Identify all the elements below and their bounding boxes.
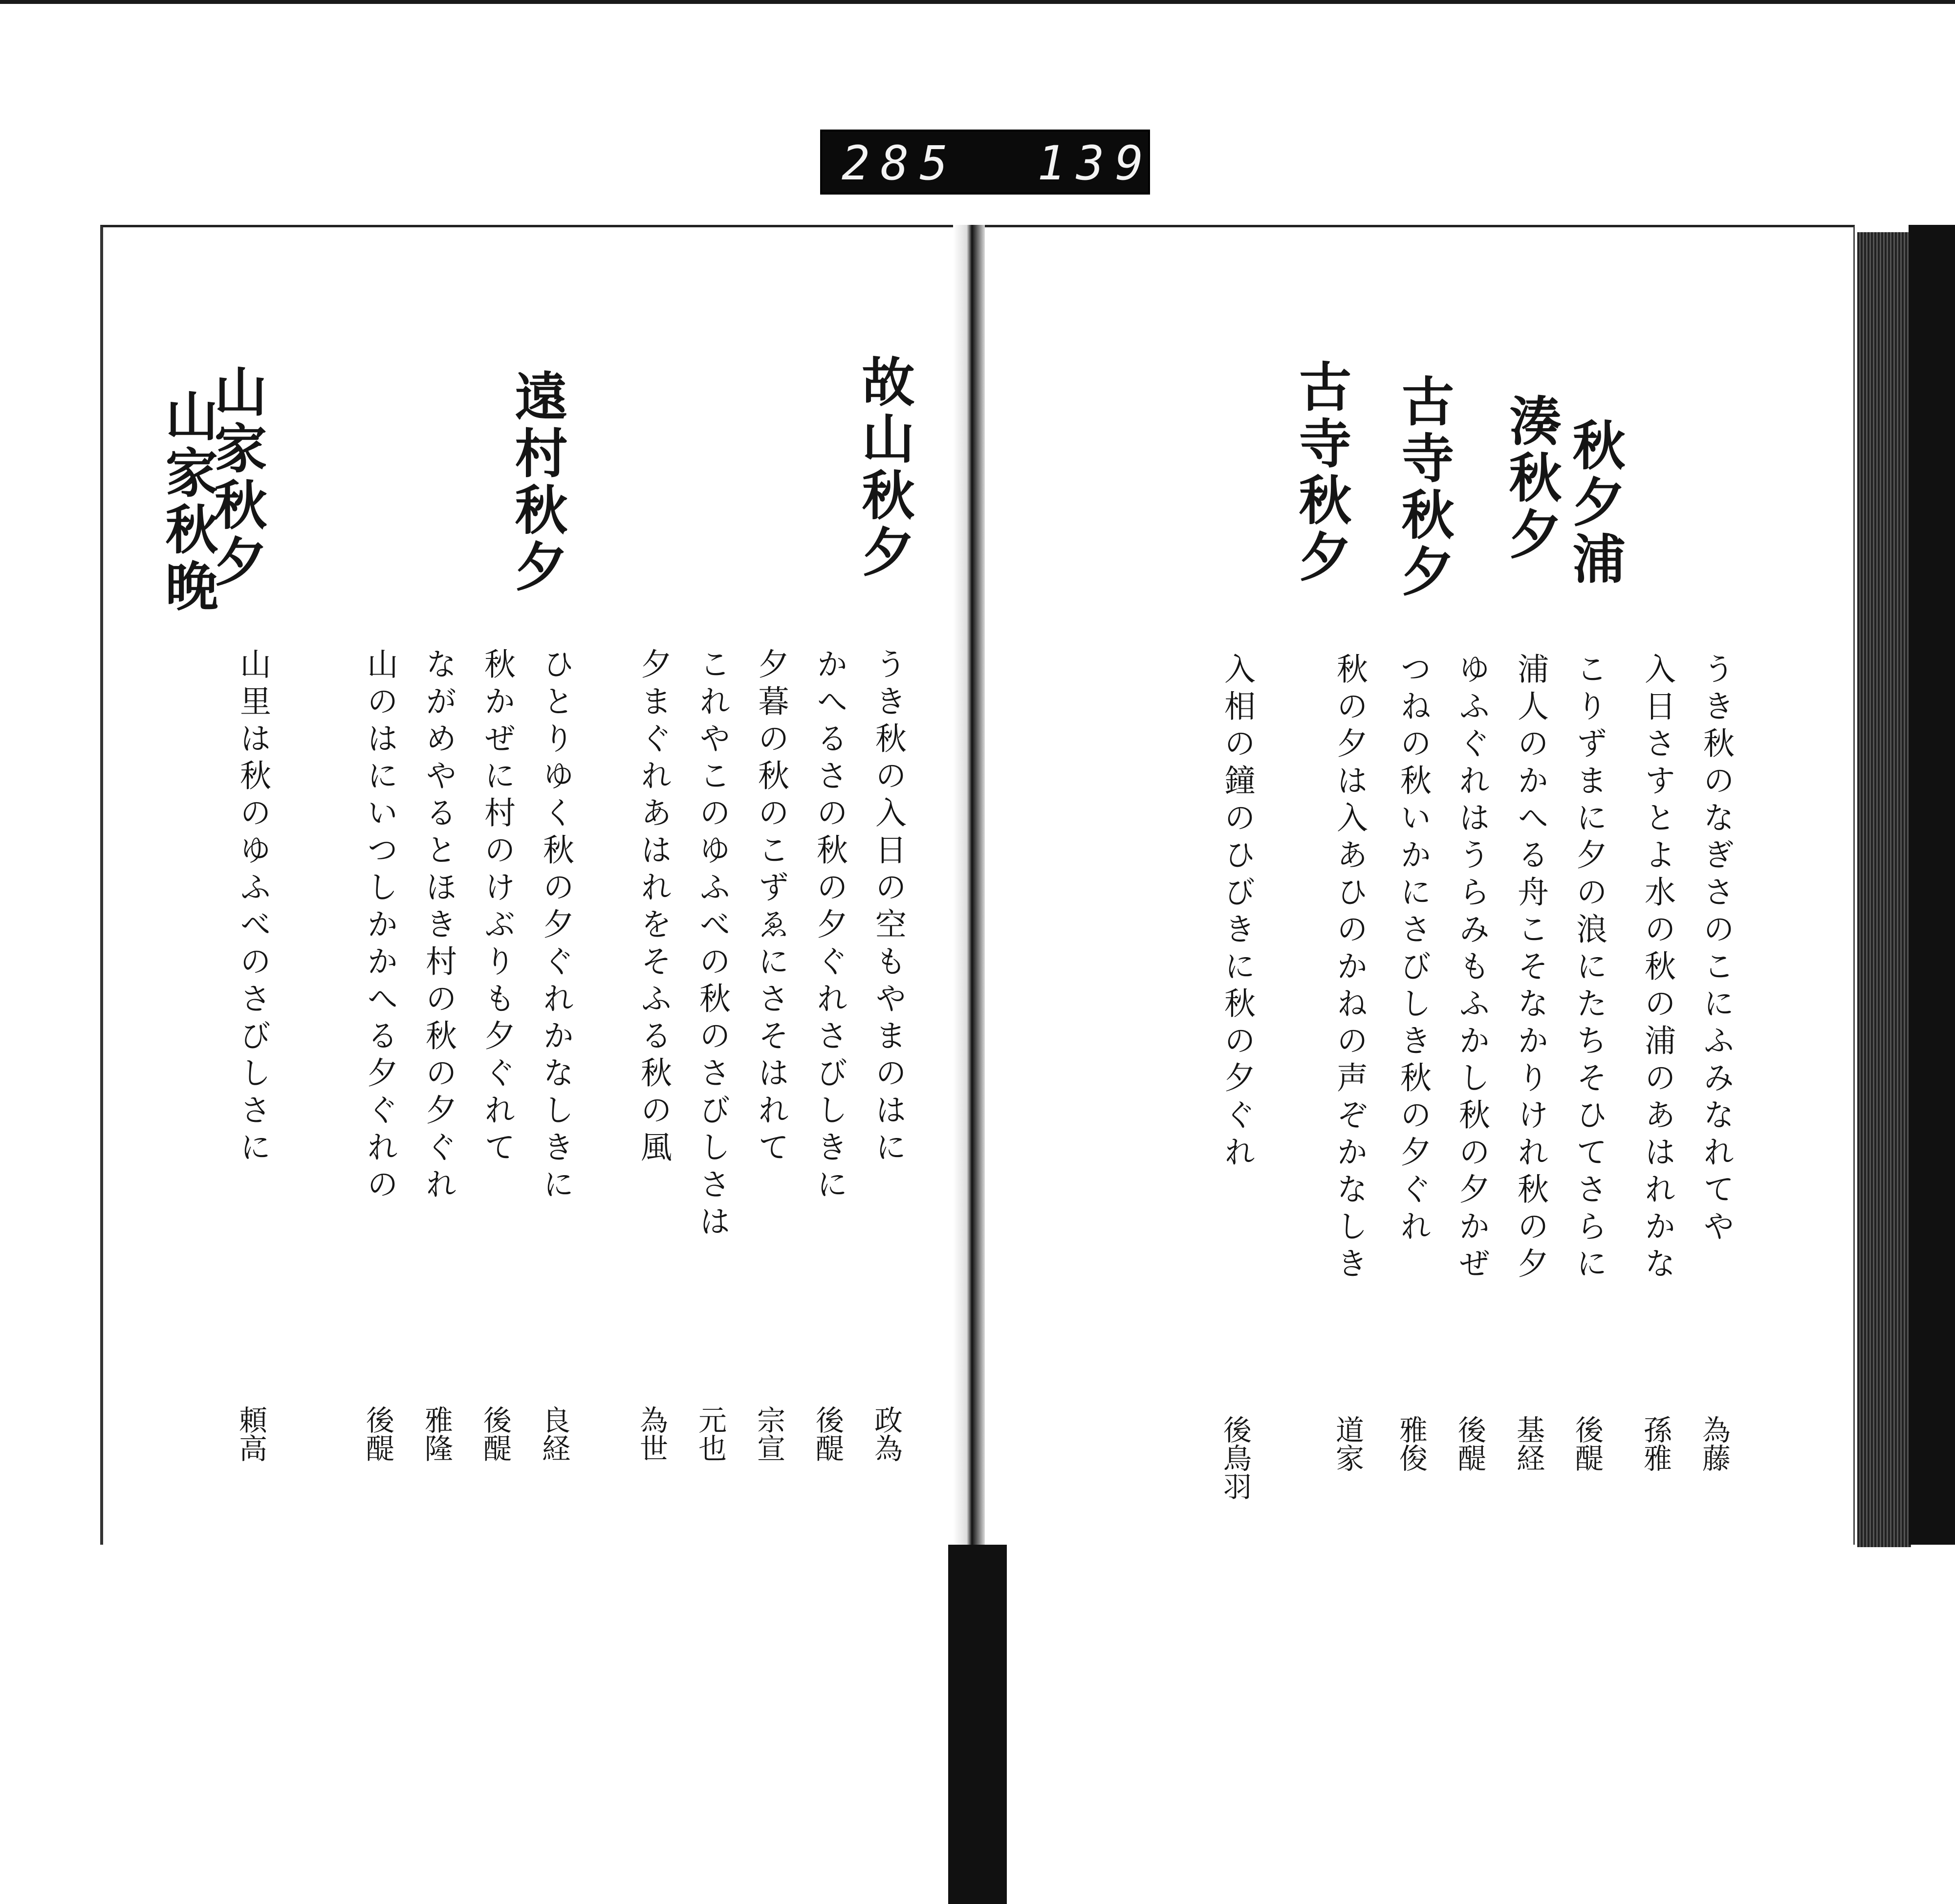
scan-top-edge	[0, 0, 1955, 4]
left-poem-4: これやこのゆふべの秋のさびしさは	[694, 648, 730, 1242]
left-author-8: 雅隆	[420, 1405, 453, 1462]
open-book	[100, 225, 1884, 1569]
frame-counter-right: 139	[1037, 136, 1154, 191]
left-author-2: 後醍	[811, 1405, 844, 1462]
right-poem-6: つねの秋いかにさびしき秋の夕ぐれ	[1395, 653, 1431, 1247]
left-page	[100, 225, 975, 1545]
right-title-2: 湊秋夕	[1500, 394, 1562, 564]
left-poem-10: 山里は秋のゆふべのさびしさに	[235, 648, 271, 1168]
left-author-9: 後醍	[361, 1405, 394, 1462]
right-author-4: 基経	[1512, 1415, 1545, 1472]
left-poem-6: ひとりゆく秋の夕ぐれかなしきに	[538, 648, 574, 1205]
left-title-4: 山家秋晚	[156, 389, 218, 615]
right-author-1: 為藤	[1697, 1415, 1731, 1472]
frame-counter-left: 285	[842, 136, 959, 191]
left-poem-9: 山のはにいつしかかへる夕ぐれの	[362, 648, 398, 1205]
left-poem-7: 秋かぜに村のけぶりも夕ぐれて	[479, 648, 515, 1168]
right-poem-3: こりずまに夕の浪にたちそひてさらに	[1571, 653, 1607, 1284]
right-author-5: 後醍	[1453, 1415, 1486, 1472]
book-cover	[1909, 225, 1955, 1545]
right-title-3: 古寺秋夕	[1392, 374, 1454, 601]
right-title-4: 古寺秋夕	[1290, 359, 1351, 586]
left-title-1: 故山秋夕	[853, 354, 914, 581]
left-author-6: 良経	[537, 1405, 570, 1462]
right-poem-1: うき秋のなぎさのこにふみなれてや	[1698, 653, 1734, 1247]
left-author-3: 宗宣	[752, 1405, 785, 1462]
left-author-1: 政為	[869, 1405, 903, 1462]
right-page	[985, 225, 1855, 1545]
frame-counter	[820, 130, 1154, 195]
book-gutter	[953, 225, 987, 1550]
left-author-4: 元也	[694, 1405, 727, 1462]
left-poem-3: 夕暮の秋のこずゑにさそはれて	[753, 648, 789, 1168]
left-title-2: 遠村秋夕	[506, 369, 567, 596]
right-author-7: 道家	[1331, 1415, 1364, 1472]
right-author-6: 雅俊	[1394, 1415, 1428, 1472]
left-author-5: 為世	[635, 1405, 668, 1462]
left-author-7: 後醍	[478, 1405, 512, 1462]
left-poem-2: かへるさの秋の夕ぐれさびしきに	[811, 648, 847, 1205]
right-author-3: 後醍	[1570, 1415, 1604, 1472]
right-poem-5: ゆふぐれはうらみもふかし秋の夕かぜ	[1454, 653, 1490, 1284]
right-poem-8: 入相の鐘のひびきに秋の夕ぐれ	[1219, 653, 1255, 1173]
right-title-1: 秋夕浦	[1564, 418, 1625, 588]
right-poem-7: 秋の夕は入あひのかねの声ぞかなしき	[1331, 653, 1368, 1284]
left-poem-8: ながめやるとほき村の秋の夕ぐれ	[420, 648, 456, 1205]
right-poem-4: 浦人のかへる舟こそなかりけれ秋の夕	[1512, 653, 1548, 1284]
left-poem-5: 夕まぐれあはれをそふる秋の風	[635, 648, 672, 1168]
left-poem-1: うき秋の入日の空もやまのはに	[870, 648, 906, 1168]
page-edges	[1857, 232, 1911, 1547]
left-title-3: 山家秋夕	[205, 364, 267, 591]
right-poem-2: 入日さすとよ水の秋の浦のあはれかな	[1639, 653, 1675, 1284]
right-author-8: 後鳥羽	[1218, 1415, 1252, 1500]
left-author-10: 頼高	[234, 1405, 267, 1462]
right-author-2: 孫雅	[1639, 1415, 1672, 1472]
gutter-shadow	[948, 1545, 1007, 1904]
